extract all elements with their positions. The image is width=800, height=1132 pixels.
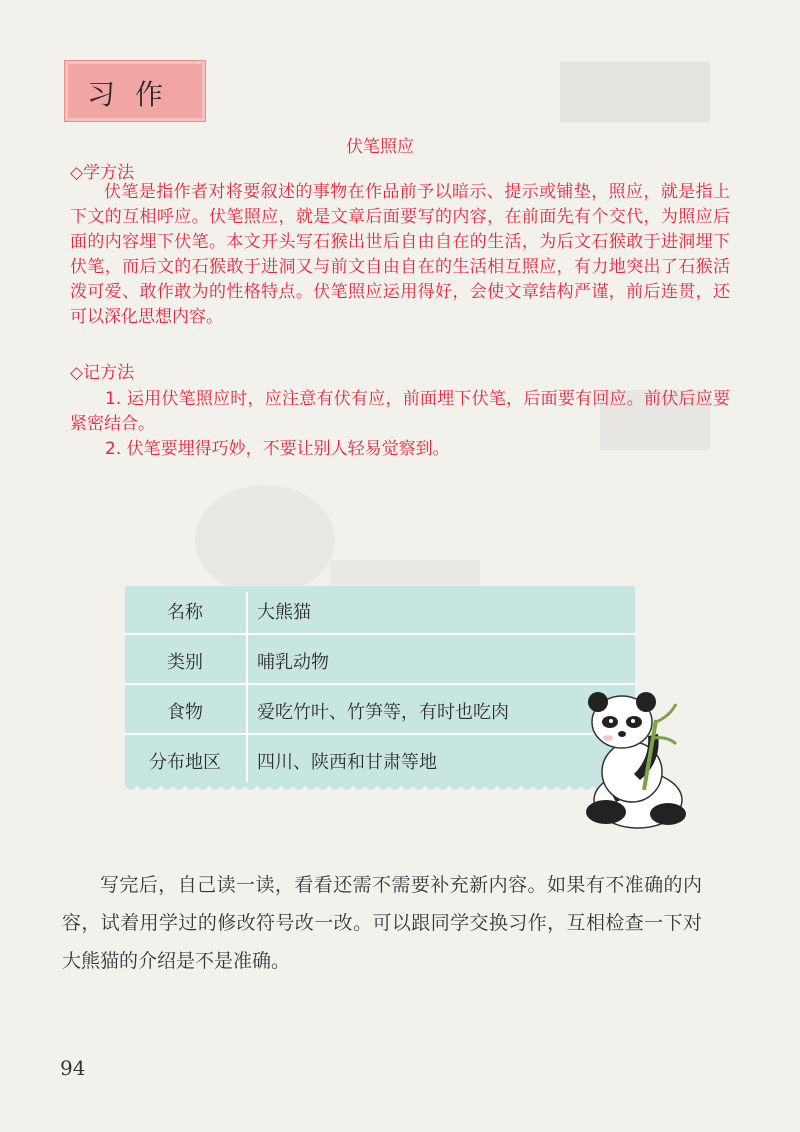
row-label: 名称 [167,602,203,623]
learn-method-heading: ◇学方法 [70,163,135,183]
table-row [125,736,635,786]
table-row [125,686,635,736]
row-label: 分布地区 [149,752,221,773]
row-value: 四川、陕西和甘肃等地 [257,752,437,773]
memo-method-heading: ◇记方法 [70,363,135,383]
row-label: 食物 [167,702,203,723]
row-value: 爱吃竹叶、竹笋等，有时也吃肉 [257,702,509,723]
table-row [125,586,635,636]
row-value: 大熊猫 [257,602,311,623]
learn-method-paragraph: 伏笔是指作者对将要叙述的事物在作品前予以暗示、提示或铺垫，照应，就是指上下文的互相呼应。伏笔照应，就是文章后面要写的内容，在前面先有个交代，为照应后面的内容埋下伏笔。本文开头写石猴出世后自由自在的生活，为后文石猴敢于进洞埋下伏笔，而后文的石猴敢于进洞又与前文自由自在的生活相互照应，有力地突出了石猴活泼可爱、敢作敢为的性格特点。伏笔照应运用得好，会使文章结构严谨，前后连贯，还可以深化思想内容。 [70,182,730,327]
row-value: 哺乳动物 [257,652,329,673]
panda-illustration-icon [560,680,700,830]
section-title: 伏笔照应 [346,137,414,157]
row-label: 类别 [167,652,203,673]
page-number: 94 [60,1056,86,1080]
section-badge-label: 习作 [86,78,183,111]
section-badge [64,60,206,122]
panda-info-table [125,586,635,796]
table-row [125,636,635,686]
memo-item-1: 1. 运用伏笔照应时，应注意有伏有应，前面埋下伏笔，后面要有回应。前伏后应要紧密结合。 [70,389,730,434]
closing-paragraph: 写完后，自己读一读，看看还需不需要补充新内容。如果有不准确的内容，试着用学过的修改符号改一改。可以跟同学交换习作，互相检查一下对大熊猫的介绍是不是准确。 [62,874,702,972]
memo-item-2: 2. 伏笔要埋得巧妙，不要让别人轻易觉察到。 [105,439,450,459]
